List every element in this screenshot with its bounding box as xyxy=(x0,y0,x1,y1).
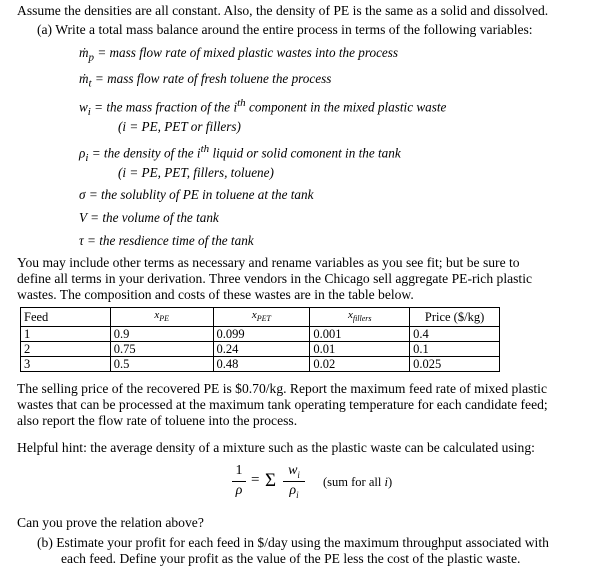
para2-line2: wastes that can be processed at the maximum tank operating temperature for each candidate feed; xyxy=(17,397,548,412)
part-b-line1: (b) Estimate your profit for each feed in $/day using the maximum throughput associated with xyxy=(37,535,549,550)
part-a-prompt: (a) Write a total mass balance around the entire process in terms of the following variables: xyxy=(37,22,533,37)
cell-x-pe: 0.75 xyxy=(110,342,213,357)
equals-sign: = xyxy=(251,472,260,488)
cell-feed: 1 xyxy=(21,327,111,342)
header-x-pet: $x_{PET}$ xyxy=(213,308,310,327)
cell-x-pet: 0.24 xyxy=(213,342,310,357)
para1-line2: define all terms in your derivation. Three vendors in the Chicago sell aggregate PE-rich plastic xyxy=(17,271,533,286)
header-x-pe: $x_{PE}$ xyxy=(110,308,213,327)
cell-price: 0.025 xyxy=(410,357,500,372)
cell-x-pet: 0.48 xyxy=(213,357,310,372)
hint-text: Helpful hint: the average density of a mixture such as the plastic waste can be calculated using: xyxy=(17,440,535,455)
cell-x-fillers: 0.01 xyxy=(310,342,410,357)
cell-feed: 2 xyxy=(21,342,111,357)
var-mp: ṁ$_p$ = mass flow rate of mixed plastic wastes into the process xyxy=(79,45,399,64)
var-volume: V = the volume of the tank xyxy=(79,210,219,225)
var-wi: $w_i$ = the mass fraction of the $i^{th}$ component in the mixed plastic waste xyxy=(79,97,447,119)
cell-x-fillers: 0.001 xyxy=(310,327,410,342)
part-b-line2: each feed. Define your profit as the value of the PE less the cost of the plastic waste. xyxy=(61,551,521,566)
para1-line3: wastes. The composition and costs of these wastes are in the table below. xyxy=(17,287,414,302)
sum-note: (sum for all i) xyxy=(323,475,393,489)
cell-x-pet: 0.099 xyxy=(213,327,310,342)
table-row xyxy=(21,327,500,342)
para1-line1: You may include other terms as necessary and rename variables as you see fit; but be sure to xyxy=(17,255,520,270)
cell-x-pe: 0.9 xyxy=(110,327,213,342)
sum-symbol: Σ xyxy=(265,470,277,491)
var-rho: $\rho_i$ = the density of the $i^{th}$ liquid or solid comonent in the tank xyxy=(79,143,401,165)
cell-feed: 3 xyxy=(21,357,111,372)
lhs-numerator: 1 xyxy=(235,463,243,478)
table-header-row xyxy=(21,308,500,327)
table-row xyxy=(21,342,500,357)
lhs-denominator: ρ xyxy=(235,483,243,498)
cell-price: 0.1 xyxy=(410,342,500,357)
table-row xyxy=(21,357,500,372)
var-wi-domain: (i = PE, PET or fillers) xyxy=(118,119,241,134)
cell-x-pe: 0.5 xyxy=(110,357,213,372)
var-tau: τ = the resdience time of the tank xyxy=(79,233,254,248)
cell-x-fillers: 0.02 xyxy=(310,357,410,372)
var-sigma: σ = the solublity of PE in toluene at the tank xyxy=(79,187,314,202)
intro-text: Assume the densities are all constant. Also, the density of PE is the same as a solid and dissolved. xyxy=(17,3,549,18)
rhs-denominator: $\rho_i$ xyxy=(289,483,299,500)
var-rho-domain: (i = PE, PET, fillers, toluene) xyxy=(118,165,274,180)
var-mt: ṁ$_t$ = mass flow rate of fresh toluene the process xyxy=(79,71,332,90)
para2-line1: The selling price of the recovered PE is $0.70/kg. Report the maximum feed rate of mixed plastic xyxy=(17,381,547,396)
feed-table xyxy=(20,307,500,372)
header-price: Price ($/kg) xyxy=(410,308,500,327)
cell-price: 0.4 xyxy=(410,327,500,342)
para2-line3: also report the flow rate of toluene into the process. xyxy=(17,413,298,428)
header-feed: Feed xyxy=(21,308,111,327)
header-x-fillers: $x_{fillers}$ xyxy=(310,308,410,327)
rhs-numerator: $w_i$ xyxy=(288,463,300,480)
prove-question: Can you prove the relation above? xyxy=(17,515,204,530)
